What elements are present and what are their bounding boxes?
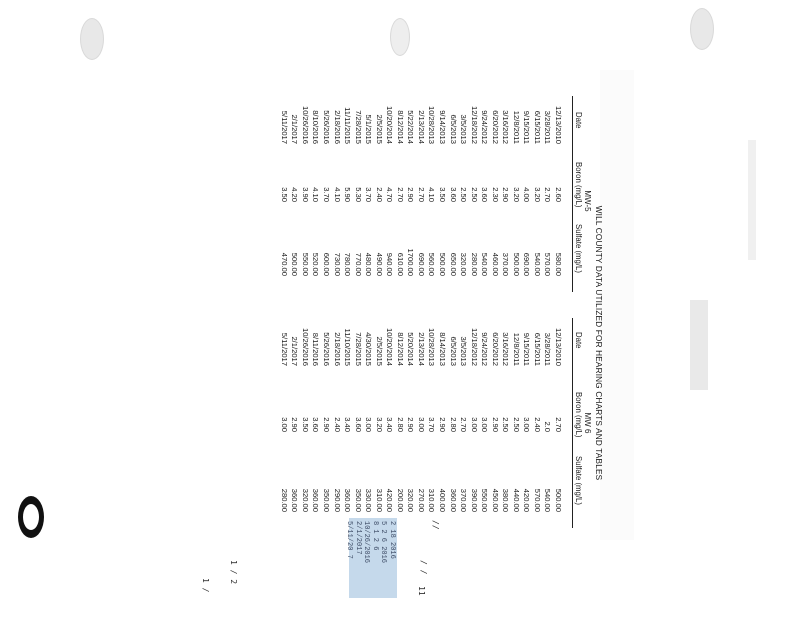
mw5-boron-cell: 4.20: [290, 187, 300, 202]
mw5-sulfate-cell: 770.00: [353, 252, 363, 276]
mw5-boron-cell: 2.50: [459, 187, 469, 202]
mw5-boron-cell: 4.10: [427, 187, 437, 202]
mw5-boron-cell: 5.30: [353, 187, 363, 202]
mw6-header-sulfate: Sulfate (mg/L): [574, 456, 583, 505]
mw6-sulfate-column: [278, 458, 563, 512]
mw6-boron-cell: 3.60: [353, 417, 363, 432]
mw6-boron-cell: 3.00: [364, 417, 374, 432]
mw6-date-cell: 3/16/2012: [501, 332, 511, 366]
mw6-date-cell: 6/15/2011: [532, 332, 542, 366]
mw6-sulfate-cell: 360.00: [448, 488, 458, 512]
mw6-date-column: [278, 318, 563, 366]
mw6-boron-cell: 2.90: [321, 417, 331, 432]
mw6-boron-cell: 2.50: [511, 417, 521, 432]
mw6-date-cell: 9/24/2012: [480, 332, 490, 366]
mw5-sulfate-cell: 540.00: [480, 252, 490, 276]
mw6-sulfate-cell: 350.00: [321, 488, 331, 512]
mw5-header-date: Date: [574, 112, 583, 129]
mw6-boron-cell: 3.00: [416, 417, 426, 432]
mw5-boron-cell: 2.90: [501, 187, 511, 202]
mw5-boron-cell: 2.70: [416, 187, 426, 202]
punch-hole-right: [690, 8, 714, 50]
mw5-boron-cell: 3.20: [511, 187, 521, 202]
mw5-boron-cell: 2.30: [490, 187, 500, 202]
mw6-date-cell: 9/15/2011: [522, 332, 532, 366]
mw5-date-cell: 6/20/2012: [490, 110, 500, 144]
mw5-date-cell: 10/28/2013: [427, 105, 437, 144]
mw5-date-cell: 7/28/2015: [353, 110, 363, 144]
mw6-sulfate-cell: 370.00: [459, 488, 469, 512]
rotated-document: [133, 96, 603, 593]
document-title: WILL COUNTY DATA UTILIZED FOR HEARING CHARTS AND TABLES: [594, 205, 603, 481]
mw6-sulfate-cell: 330.00: [364, 488, 374, 512]
mw6-sulfate-cell: 500.00: [554, 488, 563, 512]
well-label-mw6: MW 6: [583, 412, 592, 434]
mw6-sulfate-cell: 280.00: [279, 488, 289, 512]
mw6-date-cell: 7/28/2015: [353, 332, 363, 366]
mw6-boron-cell: 2.80: [395, 417, 405, 432]
mw5-date-cell: 10/20/2014: [385, 105, 395, 144]
mw5-date-cell: 5/1/2015: [364, 114, 374, 144]
mw6-boron-cell: 2.40: [332, 417, 342, 432]
mw5-date-cell: 11/11/2015: [343, 107, 353, 144]
mw5-date-cell: 2/5/2015: [374, 114, 384, 144]
mw6-sulfate-cell: 310.00: [427, 488, 437, 512]
mw6-boron-cell: 3.40: [343, 417, 353, 432]
mw5-sulfate-cell: 370.00: [501, 252, 511, 276]
mw5-boron-cell: 2.40: [374, 187, 384, 202]
mw5-sulfate-cell: 580.00: [554, 252, 563, 276]
mw6-header-date: Date: [574, 332, 583, 349]
mw6-boron-cell: 3.00: [522, 417, 532, 432]
mw5-date-cell: 6/5/2013: [448, 114, 458, 144]
mw5-boron-cell: 2.90: [406, 187, 416, 202]
mw5-sulfate-cell: 1700.00: [406, 248, 416, 276]
mw6-boron-cell: 2.0: [543, 421, 553, 432]
mw6-boron-cell: 3.70: [427, 417, 437, 432]
mw5-sulfate-cell: 490.00: [374, 252, 384, 276]
mw5-boron-cell: 2.70: [395, 187, 405, 202]
mw6-sulfate-cell: 440.00: [511, 488, 521, 512]
handwritten-mark: 11: [417, 586, 426, 596]
mw6-sulfate-cell: 320.00: [300, 488, 310, 512]
mw5-date-cell: 10/26/2016: [300, 105, 310, 144]
mw5-sulfate-cell: 560.00: [427, 252, 437, 276]
mw6-sulfate-cell: 320.00: [406, 488, 416, 512]
mw6-sulfate-cell: 390.00: [469, 488, 479, 512]
mw5-sulfate-cell: 780.00: [343, 252, 353, 276]
mw5-sulfate-cell: 280.00: [469, 252, 479, 276]
mw5-boron-cell: 4.70: [385, 187, 395, 202]
mw5-date-cell: 9/24/2012: [480, 110, 490, 144]
mw6-sulfate-cell: 200.00: [395, 488, 405, 512]
mw5-date-cell: 5/22/2014: [406, 110, 416, 144]
mw6-sulfate-cell: 360.00: [311, 488, 321, 512]
mw6-date-cell: 12/8/2011: [511, 332, 521, 366]
mw5-sulfate-cell: 480.00: [364, 252, 374, 276]
mw5-sulfate-column: [278, 224, 563, 276]
mw5-boron-cell: 3.90: [300, 187, 310, 202]
mw5-sulfate-cell: 650.00: [448, 252, 458, 276]
handwritten-date-stamp: [345, 518, 397, 598]
mw5-sulfate-cell: 520.00: [311, 252, 321, 276]
mw5-sulfate-cell: 550.00: [300, 252, 310, 276]
mw5-sulfate-cell: 540.00: [532, 252, 542, 276]
mw6-boron-cell: 3.40: [385, 417, 395, 432]
stamp-line: 5 2 6 2016: [379, 521, 388, 564]
stamp-line: 2 18 2016: [388, 521, 396, 559]
punch-hole-middle: [390, 18, 410, 56]
mw6-boron-cell: 3.00: [279, 417, 289, 432]
mw5-boron-cell: 3.20: [532, 187, 542, 202]
mw6-boron-column: [278, 392, 563, 432]
mw5-boron-cell: 3.50: [437, 187, 447, 202]
mw5-boron-cell: 5.90: [343, 187, 353, 202]
mw5-date-cell: 12/18/2012: [469, 105, 479, 144]
scan-artifact: [690, 300, 708, 390]
mw6-date-cell: 4/30/2015: [364, 332, 374, 366]
mw5-date-cell: 2/1/2017: [290, 114, 300, 144]
handwritten-mark: //: [431, 520, 440, 530]
mw5-date-column: [278, 96, 563, 144]
mw5-date-cell: 5/26/2016: [321, 110, 331, 144]
mw5-date-cell: 2/13/2014: [416, 110, 426, 144]
mw6-boron-cell: 3.20: [374, 417, 384, 432]
mw5-boron-column: [278, 162, 563, 202]
mw6-date-cell: 12/18/2012: [469, 327, 479, 366]
handwritten-mark: 1 /: [201, 578, 210, 593]
mw6-boron-cell: 2.90: [490, 417, 500, 432]
mw6-boron-cell: 3.00: [480, 417, 490, 432]
mw6-boron-cell: 3.60: [311, 417, 321, 432]
mw6-date-cell: 6/20/2012: [490, 332, 500, 366]
mw5-sulfate-cell: 320.00: [459, 252, 469, 276]
stamp-line: 5/11/20 7: [345, 521, 354, 559]
stamp-line: 8 1 2 6: [371, 521, 379, 551]
mw6-sulfate-cell: 350.00: [353, 488, 363, 512]
mw6-date-cell: 2/18/2016: [332, 332, 342, 366]
mw6-boron-cell: 2.90: [437, 417, 447, 432]
mw6-boron-cell: 2.70: [554, 417, 563, 432]
mw6-date-cell: 2/13/2014: [416, 332, 426, 366]
mw5-date-cell: 2/18/2016: [332, 110, 342, 144]
mw5-sulfate-cell: 690.00: [522, 252, 532, 276]
mw6-date-cell: 11/10/2015: [343, 328, 353, 366]
mw5-boron-cell: 3.70: [364, 187, 374, 202]
mw6-boron-cell: 2.90: [290, 417, 300, 432]
mw5-sulfate-cell: 690.00: [416, 252, 426, 276]
mw6-header-boron: Boron (mg/L): [574, 392, 583, 438]
mw5-header-sulfate: Sulfate (mg/L): [574, 224, 583, 273]
mw5-date-cell: 9/15/2011: [522, 110, 532, 144]
mw6-sulfate-cell: 360.00: [290, 488, 300, 512]
mw6-date-cell: 5/20/2014: [406, 332, 416, 366]
mw6-sulfate-cell: 290.00: [332, 488, 342, 512]
mw6-date-cell: 2/5/2015: [374, 336, 384, 366]
mw6-date-cell: 5/26/2016: [321, 332, 331, 366]
mw6-sulfate-cell: 310.00: [374, 488, 384, 512]
mw6-date-cell: 2/1/2017: [290, 336, 300, 366]
mw6-date-cell: 6/5/2013: [448, 336, 458, 366]
mw5-boron-cell: 3.50: [279, 187, 289, 202]
mw5-boron-cell: 3.60: [480, 187, 490, 202]
mw6-sulfate-cell: 400.00: [437, 488, 447, 512]
mw5-sulfate-cell: 500.00: [290, 252, 300, 276]
mw6-boron-cell: 2.40: [532, 417, 542, 432]
mw6-boron-cell: 2.70: [459, 417, 469, 432]
mw6-boron-cell: 2.80: [448, 417, 458, 432]
mw6-date-cell: 10/26/2016: [300, 327, 310, 366]
mw5-boron-cell: 2.50: [469, 187, 479, 202]
mw6-header-rule: [572, 318, 573, 528]
mw5-sulfate-cell: 730.00: [332, 252, 342, 276]
mw5-boron-cell: 3.70: [321, 187, 331, 202]
mw6-date-cell: 10/20/2014: [385, 327, 395, 366]
mw6-sulfate-cell: 550.00: [480, 488, 490, 512]
mw5-boron-cell: 2.60: [554, 187, 563, 202]
mw5-header-rule: [572, 96, 573, 292]
mw5-sulfate-cell: 610.00: [395, 252, 405, 276]
mw6-boron-cell: 3.00: [469, 417, 479, 432]
punch-hole-left: [80, 18, 104, 60]
mw5-sulfate-cell: 460.00: [490, 252, 500, 276]
mw6-date-cell: 12/13/2010: [554, 327, 563, 366]
mw6-boron-cell: 3.50: [300, 417, 310, 432]
handwritten-mark: / /: [419, 560, 428, 575]
mw5-date-cell: 6/15/2011: [532, 110, 542, 144]
mw6-sulfate-cell: 360.00: [343, 488, 353, 512]
mw5-date-cell: 8/12/2014: [395, 110, 405, 144]
stamp-line: 2/1/2017: [354, 521, 362, 555]
mw5-boron-cell: 2.70: [543, 187, 553, 202]
mw6-date-cell: 8/12/2014: [395, 332, 405, 366]
mw5-sulfate-cell: 500.00: [511, 252, 521, 276]
mw6-sulfate-cell: 380.00: [501, 488, 511, 512]
mw5-date-cell: 5/11/2017: [279, 110, 289, 144]
mw6-date-cell: 8/14/2013: [437, 332, 447, 366]
mw6-date-cell: 5/11/2017: [279, 332, 289, 366]
mw6-date-cell: 10/28/2013: [427, 327, 437, 366]
scan-artifact: [748, 140, 756, 260]
mw5-date-cell: 3/28/2011: [543, 110, 553, 144]
mw5-date-cell: 3/5/2013: [459, 114, 469, 144]
mw5-date-cell: 12/8/2011: [511, 110, 521, 144]
mw5-sulfate-cell: 600.00: [321, 252, 331, 276]
mw6-sulfate-cell: 540.00: [543, 488, 553, 512]
mw5-sulfate-cell: 470.00: [279, 252, 289, 276]
mw6-sulfate-cell: 420.00: [385, 488, 395, 512]
mw5-sulfate-cell: 570.00: [543, 252, 553, 276]
mw5-sulfate-cell: 500.00: [437, 252, 447, 276]
mw5-date-cell: 3/16/2012: [501, 110, 511, 144]
mw5-date-cell: 9/14/2013: [437, 110, 447, 144]
binder-hole-marker: [18, 496, 44, 538]
mw6-date-cell: 3/28/2011: [543, 332, 553, 366]
mw6-date-cell: 3/5/2013: [459, 336, 469, 366]
mw6-boron-cell: 2.90: [406, 417, 416, 432]
mw5-date-cell: 12/13/2010: [554, 105, 563, 144]
mw5-sulfate-cell: 940.00: [385, 252, 395, 276]
mw5-date-cell: 8/10/2016: [311, 110, 321, 144]
mw5-boron-cell: 4.10: [311, 187, 321, 202]
handwritten-mark: 1 / 2: [229, 560, 238, 585]
mw6-sulfate-cell: 270.00: [416, 488, 426, 512]
mw6-sulfate-cell: 420.00: [522, 488, 532, 512]
mw6-boron-cell: 2.50: [501, 417, 511, 432]
mw5-boron-cell: 4.00: [522, 187, 532, 202]
mw6-date-cell: 8/11/2016: [311, 332, 321, 366]
mw5-header-boron: Boron (mg/L): [574, 162, 583, 208]
mw6-sulfate-cell: 570.00: [532, 488, 542, 512]
mw5-boron-cell: 3.60: [448, 187, 458, 202]
mw6-sulfate-cell: 450.00: [490, 488, 500, 512]
scan-shadow: [600, 70, 634, 540]
well-label-mw5: MW-5: [583, 190, 592, 212]
mw5-boron-cell: 4.10: [332, 187, 342, 202]
stamp-line: 10/26/2016: [362, 521, 371, 564]
